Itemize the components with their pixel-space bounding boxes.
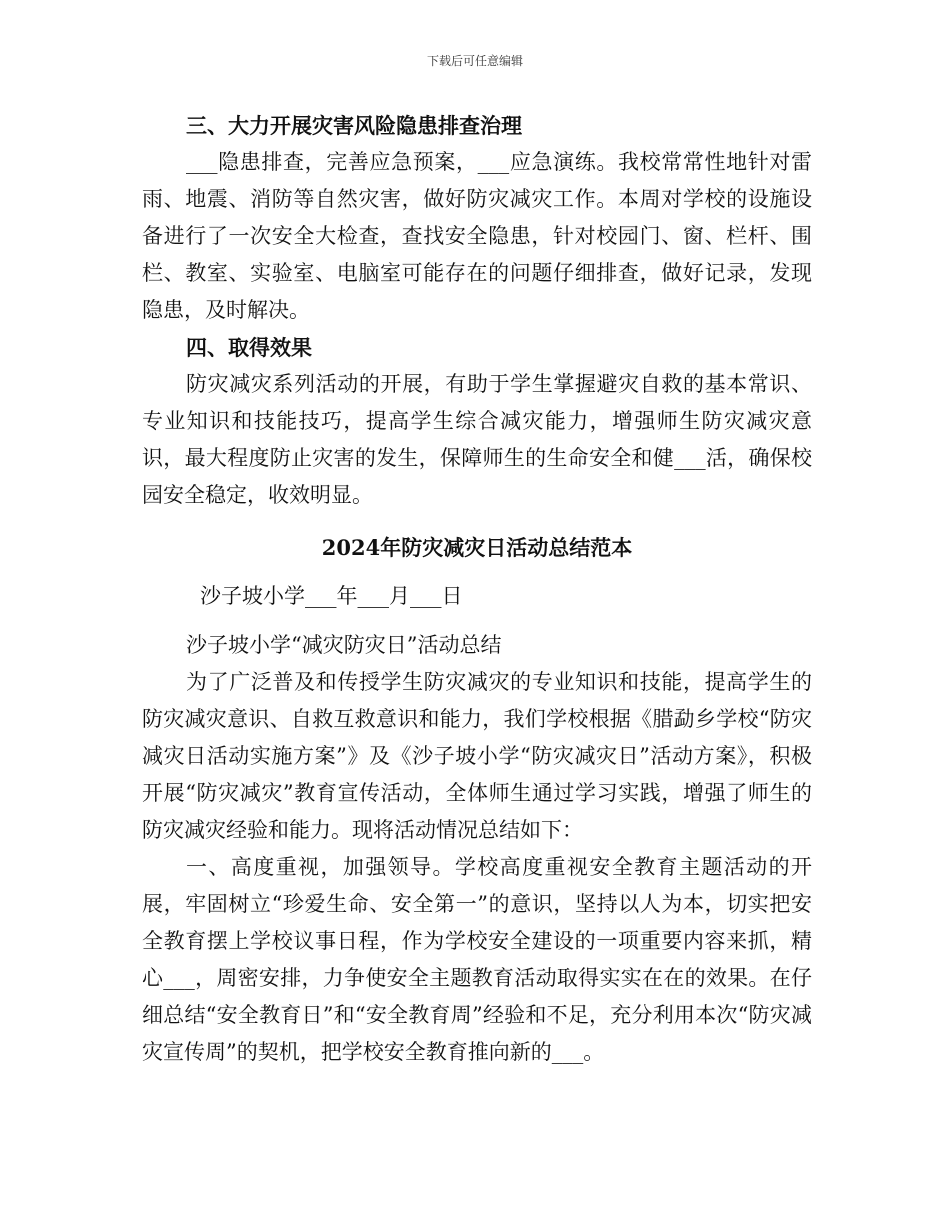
point-1-paragraph: 一、高度重视，加强领导。学校高度重视安全教育主题活动的开展，牢固树立“珍爱生命、安全第一”的意识，坚持以人为本，切实把安全教育摆上学校议事日程，作为学校安全建设的一项重要内容来抓，精心___，周密安排，力争使安全主题教育活动取得实实在在的效果。在仔细总结“安全教育日”和“安全教育周”经验和不足，充分利用本次“防灾减灾宣传周”的契机，把学校安全教育推向新的___。 [142, 855, 812, 1064]
section-heading-3: 三、大力开展灾害风险隐患排查治理 [186, 113, 522, 138]
section-paragraph-4: 防灾减灾系列活动的开展，有助于学生掌握避灾自救的基本常识、专业知识和技能技巧，提高学生综合减灾能力，增强师生防灾减灾意识，最大程度防止灾害的发生，保障师生的生命安全和健___活，确保校园安全稳定，收效明显。 [142, 372, 812, 507]
document-title: 2024年防灾减灾日活动总结范本 [321, 535, 633, 560]
section-paragraph-3: ___隐患排查，完善应急预案，___应急演练。我校常常性地针对雷雨、地震、消防等自然灾害，做好防灾减灾工作。本周对学校的设施设备进行了一次安全大检查，查找安全隐患，针对校园门、窗、栏杆、围栏、教室、实验室、电脑室可能存在的问题仔细排查，做好记录，发现隐患，及时解决。 [142, 150, 812, 322]
document-body [142, 107, 812, 1071]
date-line: 沙子坡小学___年___月___日 [200, 584, 463, 608]
intro-paragraph: 为了广泛普及和传授学生防灾减灾的专业知识和技能，提高学生的防灾减灾意识、自救互救意识和能力，我们学校根据《腊勐乡学校“防灾减灾日活动实施方案”》及《沙子坡小学“防灾减灾日”活动方案》，积极开展“防灾减灾”教育宣传活动，全体师生通过学习实践，增强了师生的防灾减灾经验和能力。现将活动情况总结如下： [142, 670, 812, 842]
page-header-note: 下载后可任意编辑 [426, 54, 523, 68]
section-heading-4: 四、取得效果 [186, 335, 312, 360]
document-subtitle: 沙子坡小学“减灾防灾日”活动总结 [186, 633, 502, 657]
